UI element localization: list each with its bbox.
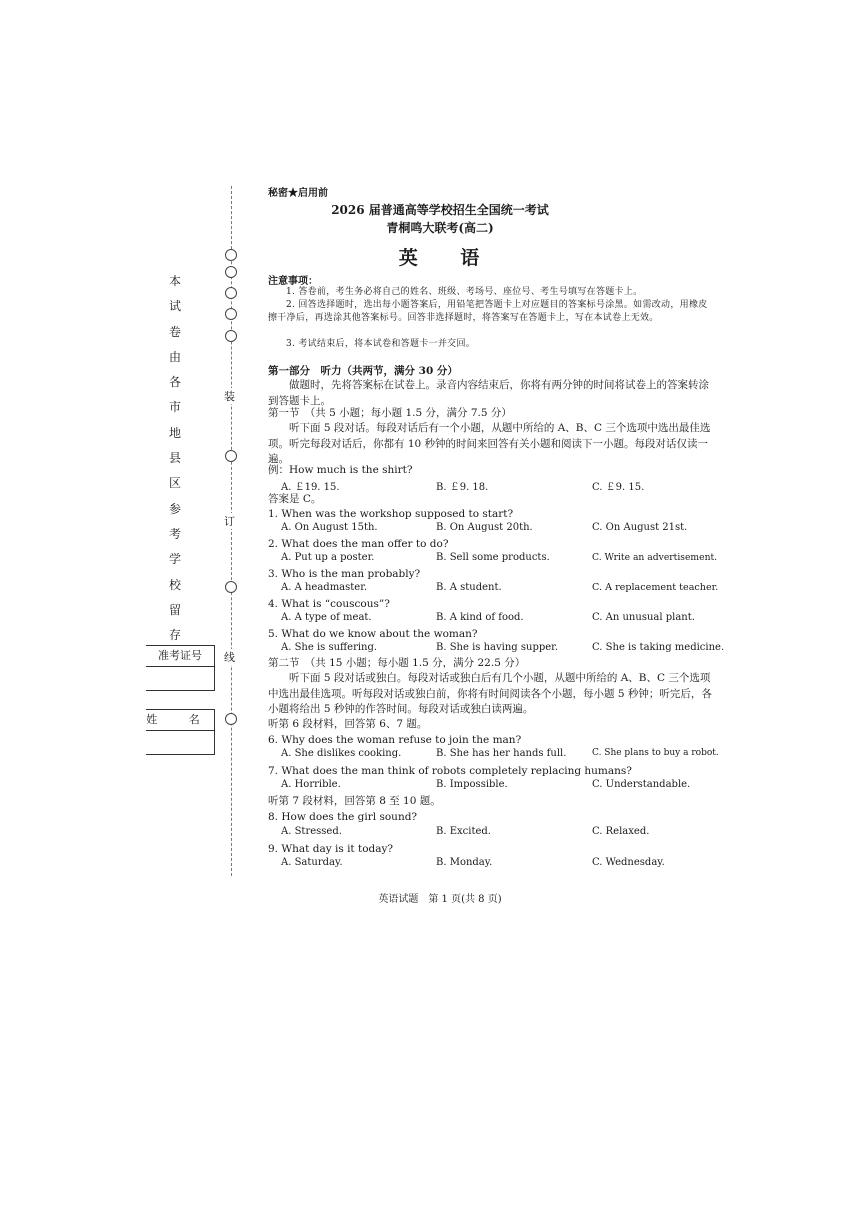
- question-stem: 4. What is “couscous”?: [268, 598, 390, 610]
- subject-title: 英 语: [398, 247, 498, 269]
- option-c: C. She is taking medicine.: [592, 642, 725, 653]
- exam-id-box: [146, 645, 215, 691]
- section1-intro: 听下面 5 段对话。每段对话后有一个小题，从题中所给的 A、B、C 三个选项中选出最佳选项。听完每段对话后，你都有 10 秒钟的时间来回答有关小题和阅读下一小题。每段对话仅读一遍。: [268, 422, 711, 465]
- example-option-a: A. ￡19. 15.: [281, 482, 340, 493]
- material-7-instruction: 听第 7 段材料，回答第 8 至 10 题。: [268, 795, 441, 807]
- side-char: 试: [168, 299, 181, 314]
- question-stem: 5. What do we know about the woman?: [268, 628, 478, 640]
- option-a: A. She is suffering.: [281, 642, 378, 653]
- section1-heading: 第一节 （共 5 小题；每小题 1.5 分，满分 7.5 分）: [268, 407, 512, 419]
- side-char: 市: [168, 400, 181, 415]
- option-b: B. Sell some products.: [436, 552, 550, 563]
- binding-hole: [225, 266, 237, 278]
- option-b: B. She is having supper.: [436, 642, 559, 653]
- exam-id-label: 准考证号: [146, 646, 214, 667]
- name-label: 姓 名: [146, 710, 214, 731]
- question-stem: 6. Why does the woman refuse to join the man?: [268, 734, 522, 746]
- example-answer: 答案是 C。: [268, 493, 322, 505]
- binding-hole: [225, 287, 237, 299]
- side-vertical-notice: [164, 272, 186, 651]
- option-b: B. Excited.: [436, 826, 491, 837]
- side-char: 学: [168, 552, 181, 567]
- option-c: C. She plans to buy a robot.: [592, 748, 719, 758]
- exam-subtitle: 青桐鸣大联考(高二): [386, 221, 494, 235]
- notice-item: 1. 答卷前，考生务必将自己的姓名、班级、考场号、座位号、考生号填写在答题卡上。: [286, 287, 643, 297]
- notice-item: 2. 回答选择题时，选出每小题答案后，用铅笔把答题卡上对应题目的答案标号涂黑。如需改动，用橡皮擦干净后，再选涂其他答案标号。回答非选择题时，将答案写在答题卡上，写在本试卷上无效。: [268, 300, 708, 323]
- option-a: A. Saturday.: [281, 857, 343, 868]
- option-b: B. A kind of food.: [436, 612, 524, 623]
- option-a: A. Horrible.: [281, 779, 341, 790]
- side-char: 校: [168, 577, 181, 592]
- binding-char-ding: 订: [224, 515, 235, 528]
- option-a: A. A headmaster.: [281, 582, 368, 593]
- side-char: 参: [168, 501, 181, 516]
- option-b: B. On August 20th.: [436, 522, 533, 533]
- section2-intro: 听下面 5 段对话或独白。每段对话或独白后有几个小题，从题中所给的 A、B、C 三个选项中选出最佳选项。听每段对话或独白前，你将有时间阅读各个小题，每小题 5 秒钟；听完后，各小题将给出 5 秒钟的作答时间。每段对话或独白读两遍。: [268, 672, 712, 715]
- part1-intro: 做题时，先将答案标在试卷上。录音内容结束后，你将有两分钟的时间将试卷上的答案转涂到答题卡上。: [268, 379, 709, 407]
- option-c: C. On August 21st.: [592, 522, 688, 533]
- example-option-c: C. ￡9. 15.: [592, 482, 645, 493]
- side-char: 卷: [168, 324, 181, 339]
- question-stem: 1. When was the workshop supposed to start?: [268, 508, 514, 520]
- side-char: 地: [168, 425, 181, 440]
- exam-title: 2026 届普通高等学校招生全国统一考试: [331, 203, 549, 217]
- side-char: 考: [168, 526, 181, 541]
- option-c: C. Understandable.: [592, 779, 691, 790]
- side-char: 县: [168, 451, 181, 466]
- binding-char-zhuang: 装: [224, 390, 235, 403]
- option-b: B. Impossible.: [436, 779, 508, 790]
- example-question: 例：How much is the shirt?: [268, 464, 413, 476]
- option-b: B. She has her hands full.: [436, 748, 567, 759]
- option-a: A. On August 15th.: [281, 522, 378, 533]
- option-c: C. Write an advertisement.: [592, 552, 718, 563]
- question-stem: 8. How does the girl sound?: [268, 811, 418, 823]
- side-char: 留: [168, 602, 181, 617]
- binding-hole: [225, 450, 237, 462]
- confidential-mark: 秘密★启用前: [268, 188, 328, 199]
- question-stem: 3. Who is the man probably?: [268, 568, 421, 580]
- section2-heading: 第二节 （共 15 小题；每小题 1.5 分，满分 22.5 分）: [268, 657, 526, 669]
- binding-hole: [225, 713, 237, 725]
- binding-hole: [225, 581, 237, 593]
- option-b: B. Monday.: [436, 857, 493, 868]
- page-footer: 英语试题 第 1 页(共 8 页): [378, 894, 502, 905]
- question-stem: 2. What does the man offer to do?: [268, 538, 449, 550]
- side-char: 本: [168, 274, 181, 288]
- binding-char-xian: 线: [224, 651, 235, 664]
- option-a: A. A type of meat.: [281, 612, 372, 623]
- option-c: C. Wednesday.: [592, 857, 665, 868]
- name-box: [146, 709, 215, 755]
- notice-item: 3. 考试结束后，将本试卷和答题卡一并交回。: [286, 339, 476, 349]
- option-c: C. An unusual plant.: [592, 612, 695, 623]
- side-char: 存: [168, 628, 181, 643]
- binding-hole: [225, 249, 237, 261]
- side-char: 由: [168, 349, 181, 364]
- side-char: 区: [168, 476, 181, 491]
- option-b: B. A student.: [436, 582, 502, 593]
- question-stem: 9. What day is it today?: [268, 843, 394, 855]
- binding-hole: [225, 330, 237, 342]
- part1-heading: 第一部分 听力（共两节，满分 30 分）: [268, 365, 458, 377]
- example-option-b: B. ￡9. 18.: [436, 482, 489, 493]
- material-6-instruction: 听第 6 段材料，回答第 6、7 题。: [268, 718, 428, 730]
- question-stem: 7. What does the man think of robots completely replacing humans?: [268, 765, 632, 777]
- side-char: 各: [168, 375, 181, 390]
- option-a: A. Stressed.: [281, 826, 342, 837]
- option-c: C. A replacement teacher.: [592, 582, 719, 593]
- binding-hole: [225, 308, 237, 320]
- option-a: A. Put up a poster.: [281, 552, 375, 563]
- option-c: C. Relaxed.: [592, 826, 650, 837]
- option-a: A. She dislikes cooking.: [281, 748, 402, 759]
- notice-heading: 注意事项：: [268, 276, 318, 287]
